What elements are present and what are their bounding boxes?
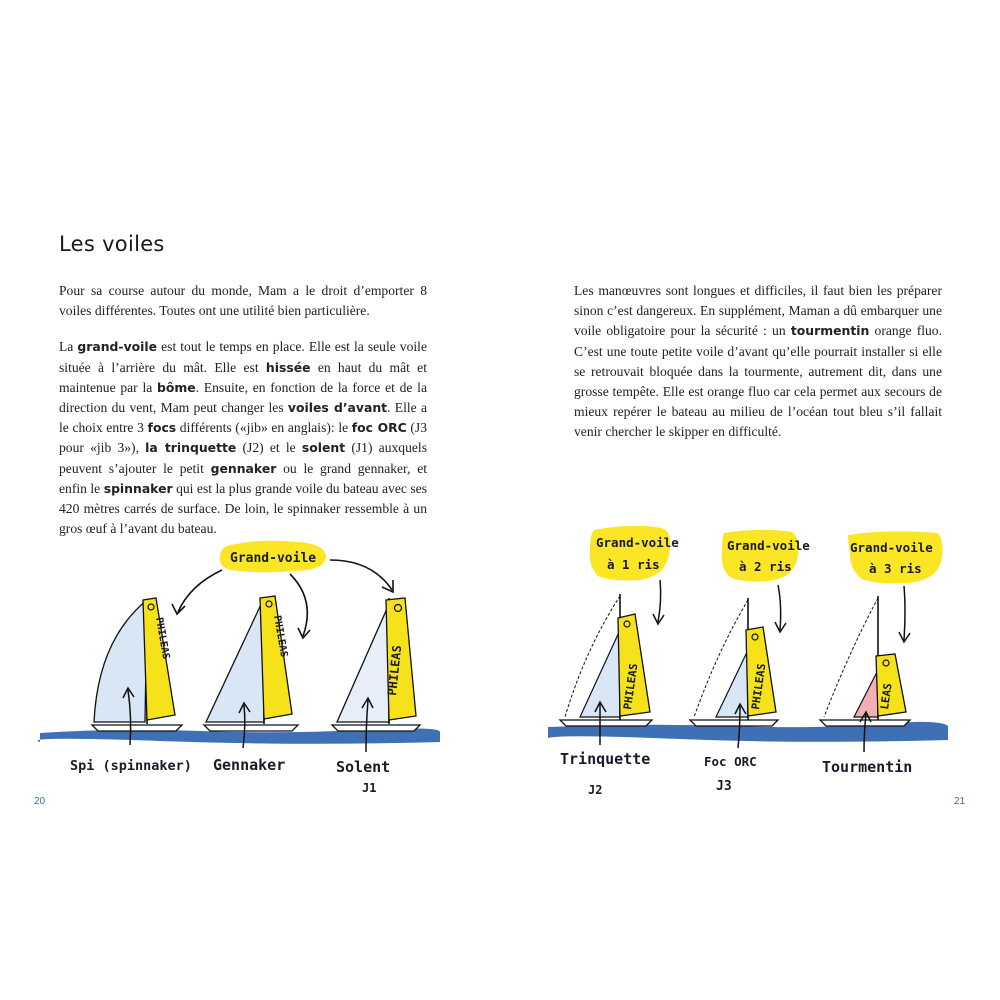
text-run: qui est la plus grande voile du bateau avec ses 420 mètres carrés de surface. De loin, le spinnaker ressemble à un gros œuf à l’avant du bateau.	[59, 480, 427, 537]
bold-term: grand-voile	[77, 339, 158, 355]
bold-term: spinnaker	[103, 480, 173, 496]
arrow-to-boat3	[330, 560, 392, 590]
hull	[560, 720, 652, 726]
illustration-left	[38, 541, 441, 795]
text-run: est tout le temps en place. Elle est la seule voile située à l’arrière du mât. Elle est	[59, 339, 427, 375]
arrow-to-boat2	[290, 574, 307, 636]
label-trinquette-sub: J2	[588, 783, 603, 797]
mainsail-text: PHILEAS	[749, 662, 769, 711]
text-run: (J2) et le	[236, 440, 302, 456]
text-run: ou le grand gennaker, et enfin le	[59, 460, 428, 496]
bold-term: bôme	[156, 379, 196, 395]
foc-orc-sail	[716, 650, 748, 717]
boat-tourmentin	[820, 596, 910, 726]
solent-sail	[337, 604, 389, 722]
text-run: différents («jib» en anglais): le	[176, 420, 352, 436]
boat-spinnaker	[92, 598, 182, 731]
page-title: Les voiles	[59, 232, 165, 256]
label-spi: Spi (spinnaker)	[70, 758, 192, 774]
bold-term: foc ORC	[351, 420, 407, 436]
text-run: . Elle a le choix entre 3	[59, 400, 428, 436]
text-run: Les manœuvres sont longues et difficiles, il faut bien les préparer sinon c’est dangereux. En supplément, Maman a dû embarquer une voile obligatoire pour la sécurité : un	[574, 283, 942, 339]
text-run: Pour sa course autour du monde, Mam a le droit d’emporter 8 voiles différentes. Toutes ont une utilité bien particulière.	[59, 283, 427, 319]
bold-term: tourmentin	[790, 323, 870, 339]
reef2-label-line2: à 2 ris	[739, 559, 792, 574]
text-run: orange fluo. C’est une toute petite voile d’avant qu’elle pourrait installer si elle se retrouvait bloquée dans la tourmente, autrement dit, dans une grosse tempête. Elle est orange fluo car cela permet aux secours de mieux repérer le bateau au milieu de l’océan tout bleu s’il fallait venir chercher le skipper en difficulté.	[574, 323, 943, 440]
text-run: La	[59, 339, 78, 355]
gennaker-sail	[206, 598, 264, 722]
mainsail	[260, 596, 292, 719]
text-run: en haut du mât et maintenue par la	[59, 359, 427, 395]
label-tourmentin: Tourmentin	[822, 758, 913, 776]
label-foc-orc: Foc ORC	[704, 754, 757, 769]
bold-term: focs	[147, 420, 177, 436]
bold-term: gennaker	[210, 460, 277, 476]
boat-solent	[332, 598, 420, 731]
label-solent: Solent	[336, 758, 391, 776]
mainsail-text: PHILEAS	[271, 614, 290, 659]
mainsail-text: PHILEAS	[153, 616, 172, 661]
text-run: . Ensuite, en fonction de la force et de la direction du vent, Mam peut changer les	[59, 379, 427, 416]
mainsail-text: LEAS	[878, 682, 895, 711]
bold-term: la trinquette	[145, 440, 237, 456]
hull	[92, 725, 182, 731]
mainsail	[143, 598, 175, 720]
label-solent-sub: J1	[362, 781, 377, 795]
reef1-label-line1: Grand-voile	[596, 535, 679, 550]
reef3-label-line1: Grand-voile	[850, 540, 933, 555]
illustration-right	[548, 526, 948, 797]
label-trinquette: Trinquette	[560, 750, 651, 768]
spinnaker-sail	[94, 600, 147, 722]
reef3-label-line2: à 3 ris	[869, 561, 922, 576]
page-number-left: 20	[34, 796, 46, 807]
boat-trinquette	[560, 594, 652, 726]
page-number-right: 21	[954, 796, 966, 807]
hull	[204, 725, 298, 731]
boat-foc-orc	[690, 598, 778, 726]
label-foc-orc-sub: J3	[716, 779, 732, 794]
reef1-label-line2: à 1 ris	[607, 557, 660, 572]
bold-term: solent	[301, 440, 346, 456]
tourmentin-sail	[854, 670, 878, 717]
grand-voile-label: Grand-voile	[230, 551, 317, 566]
label-gennaker: Gennaker	[213, 756, 286, 774]
text-run: (J1) auxquels peuvent s’ajouter le petit	[59, 440, 427, 476]
boat-gennaker	[204, 596, 298, 731]
mainsail-text: PHILEAS	[385, 644, 405, 697]
bold-term: voiles d’avant	[287, 400, 388, 416]
hull	[690, 720, 778, 726]
reef2-label-line1: Grand-voile	[727, 538, 810, 553]
trinquette-sail	[580, 630, 620, 717]
hull	[332, 725, 420, 731]
text-run: (J3 pour «jib 3»),	[59, 420, 428, 456]
bold-term: hissée	[265, 359, 311, 375]
mainsail-text: PHILEAS	[621, 662, 641, 711]
